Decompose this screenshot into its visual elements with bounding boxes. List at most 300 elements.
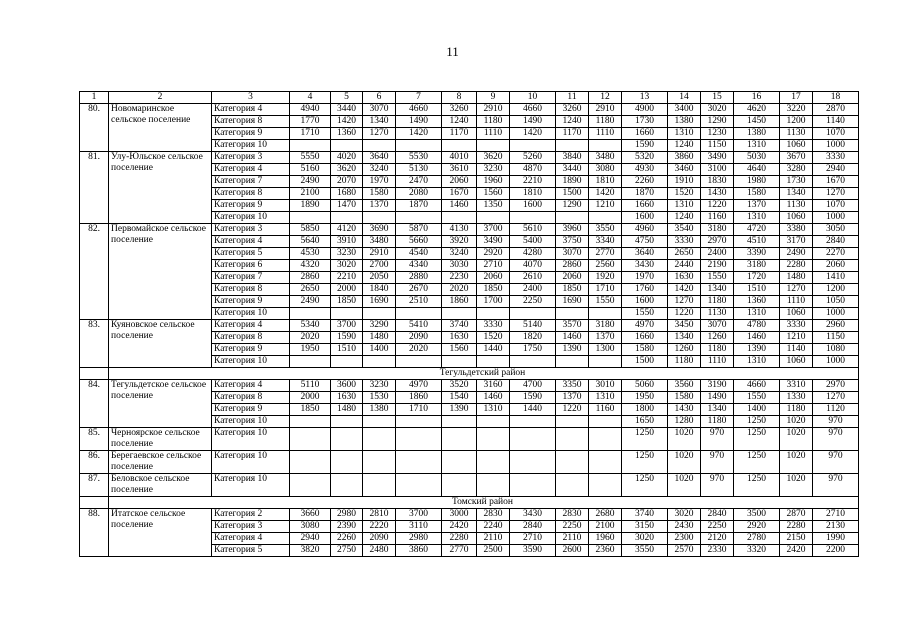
category-label: Категория 4: [212, 533, 290, 545]
value-cell: 1690: [363, 296, 396, 308]
value-cell: 2000: [290, 392, 331, 404]
value-cell: [396, 428, 442, 451]
value-cell: 1630: [668, 272, 701, 284]
value-cell: 4010: [442, 152, 477, 164]
category-label: Категория 9: [212, 296, 290, 308]
value-cell: 1490: [701, 392, 734, 404]
value-cell: [331, 474, 363, 497]
value-cell: [331, 356, 363, 368]
value-cell: 2610: [510, 272, 556, 284]
value-cell: 3100: [701, 164, 734, 176]
value-cell: [363, 356, 396, 368]
value-cell: 1690: [556, 296, 589, 308]
value-cell: 4970: [396, 380, 442, 392]
value-cell: 1360: [734, 296, 780, 308]
value-cell: [442, 416, 477, 428]
value-cell: 1890: [556, 176, 589, 188]
row-number: 86.: [80, 451, 109, 474]
value-cell: 5110: [290, 380, 331, 392]
value-cell: 1020: [668, 474, 701, 497]
category-label: Категория 10: [212, 212, 290, 224]
value-cell: 3440: [556, 164, 589, 176]
value-cell: 1310: [589, 392, 622, 404]
value-cell: 1420: [331, 116, 363, 128]
value-cell: [556, 416, 589, 428]
value-cell: 2020: [396, 344, 442, 356]
value-cell: 2750: [331, 545, 363, 557]
value-cell: 2060: [477, 272, 510, 284]
value-cell: 1600: [622, 212, 668, 224]
value-cell: 2400: [701, 248, 734, 260]
value-cell: [556, 474, 589, 497]
value-cell: 2210: [510, 176, 556, 188]
value-cell: 2050: [363, 272, 396, 284]
value-cell: [442, 474, 477, 497]
value-cell: 1860: [396, 392, 442, 404]
value-cell: 2860: [556, 260, 589, 272]
value-cell: [396, 308, 442, 320]
value-cell: [589, 416, 622, 428]
value-cell: [510, 451, 556, 474]
category-label: Категория 9: [212, 344, 290, 356]
region-row: [80, 497, 859, 509]
value-cell: 1710: [290, 128, 331, 140]
value-cell: 1240: [668, 140, 701, 152]
value-cell: 1150: [701, 140, 734, 152]
table-row: [80, 380, 859, 392]
value-cell: 3000: [442, 509, 477, 521]
category-label: Категория 10: [212, 428, 290, 451]
value-cell: 4280: [510, 248, 556, 260]
column-header: 10: [510, 92, 556, 104]
value-cell: 1000: [813, 212, 859, 224]
region-row: [80, 368, 859, 380]
value-cell: 1950: [290, 344, 331, 356]
value-cell: 2280: [780, 521, 813, 533]
value-cell: 3560: [668, 380, 701, 392]
value-cell: 3260: [556, 104, 589, 116]
settlement-name: Тегульдетское сельское поселение: [109, 380, 212, 428]
value-cell: 2250: [556, 521, 589, 533]
value-cell: 2770: [442, 545, 477, 557]
value-cell: [510, 212, 556, 224]
value-cell: 2440: [668, 260, 701, 272]
value-cell: 5130: [396, 164, 442, 176]
value-cell: 1770: [290, 116, 331, 128]
value-cell: 2910: [477, 104, 510, 116]
value-cell: 1580: [734, 188, 780, 200]
value-cell: [556, 308, 589, 320]
value-cell: 3610: [442, 164, 477, 176]
value-cell: [363, 416, 396, 428]
value-cell: 1970: [622, 272, 668, 284]
table-row: [80, 428, 859, 451]
value-cell: 2090: [363, 533, 396, 545]
value-cell: 1590: [510, 392, 556, 404]
value-cell: [363, 428, 396, 451]
table-row: [80, 451, 859, 474]
category-label: Категория 2: [212, 509, 290, 521]
value-cell: [363, 212, 396, 224]
value-cell: 1210: [780, 332, 813, 344]
value-cell: 1660: [622, 128, 668, 140]
settlement-name: Улу-Юльское сельское поселение: [109, 152, 212, 224]
value-cell: 1370: [734, 200, 780, 212]
value-cell: [331, 428, 363, 451]
value-cell: [442, 428, 477, 451]
value-cell: 4780: [734, 320, 780, 332]
value-cell: 1340: [363, 116, 396, 128]
value-cell: 1710: [589, 284, 622, 296]
value-cell: 3620: [477, 152, 510, 164]
region-name: Тегульдетский район: [109, 368, 859, 380]
value-cell: 3700: [331, 320, 363, 332]
value-cell: 3600: [331, 380, 363, 392]
value-cell: 1910: [668, 176, 701, 188]
value-cell: 1810: [589, 176, 622, 188]
table-body: [80, 92, 859, 557]
value-cell: 1240: [442, 116, 477, 128]
category-label: Категория 3: [212, 521, 290, 533]
value-cell: 1590: [331, 332, 363, 344]
value-cell: 2940: [290, 533, 331, 545]
value-cell: 1850: [331, 296, 363, 308]
column-header: 3: [212, 92, 290, 104]
value-cell: 2780: [734, 533, 780, 545]
value-cell: 5530: [396, 152, 442, 164]
category-label: Категория 10: [212, 308, 290, 320]
value-cell: 3070: [701, 320, 734, 332]
value-cell: 1380: [668, 116, 701, 128]
value-cell: [363, 308, 396, 320]
value-cell: 3460: [668, 164, 701, 176]
column-header: 8: [442, 92, 477, 104]
value-cell: 1110: [701, 356, 734, 368]
value-cell: 3020: [622, 533, 668, 545]
value-cell: 3670: [780, 152, 813, 164]
value-cell: 2510: [396, 296, 442, 308]
value-cell: 1950: [622, 392, 668, 404]
value-cell: 4640: [734, 164, 780, 176]
column-header: 13: [622, 92, 668, 104]
value-cell: 1960: [477, 176, 510, 188]
value-cell: 1520: [477, 332, 510, 344]
value-cell: [510, 356, 556, 368]
value-cell: 3350: [556, 380, 589, 392]
value-cell: 1180: [668, 356, 701, 368]
category-label: Категория 4: [212, 236, 290, 248]
value-cell: 1660: [622, 332, 668, 344]
value-cell: 1680: [331, 188, 363, 200]
value-cell: 3290: [363, 320, 396, 332]
value-cell: [589, 428, 622, 451]
column-header: 12: [589, 92, 622, 104]
value-cell: 1700: [477, 296, 510, 308]
value-cell: [396, 416, 442, 428]
value-cell: 1280: [668, 416, 701, 428]
value-cell: 1870: [622, 188, 668, 200]
value-cell: 2840: [510, 521, 556, 533]
value-cell: 2840: [813, 236, 859, 248]
value-cell: 1390: [442, 404, 477, 416]
column-header: 15: [701, 92, 734, 104]
value-cell: 4120: [331, 224, 363, 236]
value-cell: 1270: [363, 128, 396, 140]
value-cell: 1110: [589, 128, 622, 140]
value-cell: 1130: [780, 200, 813, 212]
category-label: Категория 10: [212, 474, 290, 497]
value-cell: 2570: [668, 545, 701, 557]
value-cell: 1450: [734, 116, 780, 128]
value-cell: 3920: [442, 236, 477, 248]
value-cell: [290, 140, 331, 152]
value-cell: [290, 451, 331, 474]
value-cell: 1420: [396, 128, 442, 140]
value-cell: 1560: [477, 188, 510, 200]
category-label: Категория 4: [212, 164, 290, 176]
value-cell: 3260: [442, 104, 477, 116]
value-cell: [556, 212, 589, 224]
value-cell: 1350: [477, 200, 510, 212]
value-cell: 3960: [556, 224, 589, 236]
value-cell: 1220: [668, 308, 701, 320]
value-cell: 1150: [813, 332, 859, 344]
value-cell: 1250: [734, 451, 780, 474]
row-number: 83.: [80, 320, 109, 368]
value-cell: 2360: [589, 545, 622, 557]
value-cell: 1860: [442, 296, 477, 308]
value-cell: 1370: [589, 332, 622, 344]
value-cell: 1250: [734, 428, 780, 451]
value-cell: 4750: [622, 236, 668, 248]
value-cell: 2280: [780, 260, 813, 272]
settlement-name: Первомайское сельское поселение: [109, 224, 212, 320]
value-cell: [363, 474, 396, 497]
value-cell: 1140: [813, 116, 859, 128]
row-number: 81.: [80, 152, 109, 224]
value-cell: 3860: [396, 545, 442, 557]
value-cell: 3430: [510, 509, 556, 521]
value-cell: 3550: [589, 224, 622, 236]
value-cell: 4660: [734, 380, 780, 392]
value-cell: 3440: [331, 104, 363, 116]
value-cell: 1060: [780, 308, 813, 320]
value-cell: 3110: [396, 521, 442, 533]
value-cell: 1380: [734, 128, 780, 140]
table-row: [80, 152, 859, 164]
value-cell: 1270: [813, 392, 859, 404]
value-cell: 1340: [780, 188, 813, 200]
region-cell-empty: [80, 368, 109, 380]
value-cell: 1600: [622, 296, 668, 308]
value-cell: 3330: [477, 320, 510, 332]
value-cell: [477, 428, 510, 451]
value-cell: 2120: [701, 533, 734, 545]
value-cell: 1730: [780, 176, 813, 188]
value-cell: 1250: [734, 416, 780, 428]
value-cell: 3910: [331, 236, 363, 248]
value-cell: 2240: [477, 521, 510, 533]
value-cell: 1110: [780, 296, 813, 308]
category-label: Категория 10: [212, 140, 290, 152]
value-cell: 5850: [290, 224, 331, 236]
value-cell: [589, 308, 622, 320]
value-cell: [442, 356, 477, 368]
column-header: 17: [780, 92, 813, 104]
value-cell: 1020: [780, 428, 813, 451]
value-cell: 1310: [477, 404, 510, 416]
value-cell: 1230: [701, 128, 734, 140]
value-cell: 5640: [290, 236, 331, 248]
value-cell: [510, 308, 556, 320]
value-cell: 1000: [813, 356, 859, 368]
value-cell: 2700: [363, 260, 396, 272]
value-cell: 4020: [331, 152, 363, 164]
value-cell: 3380: [780, 224, 813, 236]
value-cell: 1400: [363, 344, 396, 356]
value-cell: 1480: [331, 404, 363, 416]
value-cell: 4870: [510, 164, 556, 176]
value-cell: 2230: [442, 272, 477, 284]
value-cell: [331, 140, 363, 152]
value-cell: 1270: [668, 296, 701, 308]
table-row: [80, 474, 859, 497]
category-label: Категория 6: [212, 260, 290, 272]
value-cell: 4720: [734, 224, 780, 236]
value-cell: [589, 212, 622, 224]
value-cell: 4130: [442, 224, 477, 236]
value-cell: 2810: [363, 509, 396, 521]
value-cell: [477, 356, 510, 368]
value-cell: 4660: [396, 104, 442, 116]
value-cell: [396, 140, 442, 152]
value-cell: [331, 416, 363, 428]
value-cell: 2110: [556, 533, 589, 545]
value-cell: 3620: [331, 164, 363, 176]
value-cell: 4070: [510, 260, 556, 272]
value-cell: 1990: [813, 533, 859, 545]
value-cell: 1400: [734, 404, 780, 416]
value-cell: 4510: [734, 236, 780, 248]
value-cell: [589, 451, 622, 474]
value-cell: 1370: [556, 392, 589, 404]
value-cell: [556, 356, 589, 368]
value-cell: 1020: [780, 416, 813, 428]
value-cell: 2860: [290, 272, 331, 284]
value-cell: 1800: [622, 404, 668, 416]
value-cell: 2490: [780, 248, 813, 260]
value-cell: 3860: [668, 152, 701, 164]
value-cell: 5340: [290, 320, 331, 332]
column-header: 1: [80, 92, 109, 104]
value-cell: 1630: [442, 332, 477, 344]
settlement-name: Куяновское сельское поселение: [109, 320, 212, 368]
value-cell: 1420: [589, 188, 622, 200]
value-cell: 1580: [363, 188, 396, 200]
value-cell: 1850: [290, 404, 331, 416]
value-cell: 2870: [813, 104, 859, 116]
value-cell: 1650: [622, 416, 668, 428]
value-cell: 3820: [290, 545, 331, 557]
value-cell: 1260: [668, 344, 701, 356]
category-label: Категория 8: [212, 392, 290, 404]
value-cell: [477, 416, 510, 428]
value-cell: 2060: [442, 176, 477, 188]
row-number: 87.: [80, 474, 109, 497]
value-cell: 2100: [290, 188, 331, 200]
value-cell: 2200: [813, 545, 859, 557]
row-number: 88.: [80, 509, 109, 557]
value-cell: 1200: [780, 116, 813, 128]
value-cell: [477, 451, 510, 474]
column-header: 6: [363, 92, 396, 104]
value-cell: 4540: [396, 248, 442, 260]
value-cell: [556, 451, 589, 474]
value-cell: 3320: [734, 545, 780, 557]
settlement-name: Итатское сельское поселение: [109, 509, 212, 557]
value-cell: 1360: [331, 128, 363, 140]
value-cell: 1070: [813, 200, 859, 212]
category-label: Категория 7: [212, 176, 290, 188]
value-cell: 3570: [556, 320, 589, 332]
value-cell: 1250: [622, 451, 668, 474]
value-cell: 1060: [780, 212, 813, 224]
value-cell: 5060: [622, 380, 668, 392]
value-cell: 1490: [510, 116, 556, 128]
value-cell: 1020: [668, 428, 701, 451]
settlement-name: Черноярское сельское поселение: [109, 428, 212, 451]
value-cell: 1670: [813, 176, 859, 188]
value-cell: 2870: [780, 509, 813, 521]
value-cell: [442, 451, 477, 474]
value-cell: 3490: [477, 236, 510, 248]
value-cell: 2400: [510, 284, 556, 296]
value-cell: 2490: [290, 296, 331, 308]
value-cell: 2020: [290, 332, 331, 344]
value-cell: 3390: [734, 248, 780, 260]
value-cell: 2830: [556, 509, 589, 521]
value-cell: [510, 416, 556, 428]
value-cell: 2880: [396, 272, 442, 284]
value-cell: [442, 140, 477, 152]
value-cell: 1480: [780, 272, 813, 284]
value-cell: 1270: [813, 188, 859, 200]
value-cell: 2430: [668, 521, 701, 533]
value-cell: 3640: [363, 152, 396, 164]
value-cell: [290, 308, 331, 320]
value-cell: [331, 451, 363, 474]
value-cell: [290, 212, 331, 224]
value-cell: 3400: [668, 104, 701, 116]
value-cell: 1310: [668, 200, 701, 212]
value-cell: 2600: [556, 545, 589, 557]
value-cell: 1080: [813, 344, 859, 356]
value-cell: 2980: [396, 533, 442, 545]
category-label: Категория 3: [212, 152, 290, 164]
category-label: Категория 10: [212, 416, 290, 428]
value-cell: 3230: [331, 248, 363, 260]
value-cell: 1130: [701, 308, 734, 320]
value-cell: 970: [701, 428, 734, 451]
value-cell: 1440: [477, 344, 510, 356]
category-label: Категория 9: [212, 404, 290, 416]
value-cell: 2840: [701, 509, 734, 521]
category-label: Категория 5: [212, 545, 290, 557]
data-table: [79, 91, 859, 557]
value-cell: 3330: [668, 236, 701, 248]
category-label: Категория 7: [212, 272, 290, 284]
value-cell: 3590: [510, 545, 556, 557]
